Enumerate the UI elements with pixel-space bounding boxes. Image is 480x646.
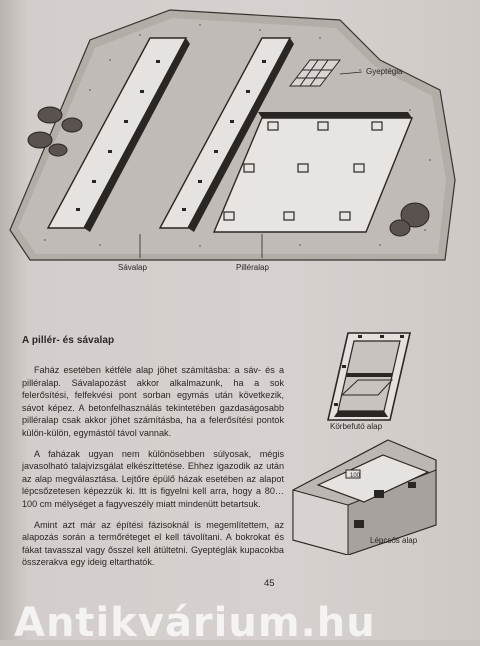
paragraph-2: A faházak ugyan nem különösebben súlyosak, mégis javasolható talajvizsgálat elkészíttetése. Ehhez igazodik az után az alap megválasztása. Lejtőre épülő házak esetében az alapot lépcsőzetesen képezzük ki. Itt is figyelni kell arra, hogy a 80…100 cm mélységet a fagyveszély miatt mindenütt betartsuk. [22,448,284,509]
foundation-illustration [0,0,480,300]
dimension-label: 100 [350,473,361,479]
caption-lepcsos: Lépcsős alap [370,536,418,545]
paragraph-1: Faház esetében kétféle alap jöhet számításba: a sáv- és a pilléralap. Sávalapozást akkor alkalmazunk, ha a sok felerősítési, felfekvési pont sorban egymás után következik, sávot képez. A betonfelhasználás tekintetében gazdaságosabb pilléralap csak akkor jöhet számításba, ha a felerősítési pontok külön-külön, egymástól távol vannak. [22,365,284,438]
caption-savalap: Sávalap [118,263,147,272]
paragraph-3: Amint azt már az építési fázisoknál is megemlítettem, az alapozás során a termőréteget el kell távolítani. A bokrokat és fákat tavasszal vagy ősszel kell átültetni. Gyeptéglák kupacokba összerakva egy ideig eltarthatók. [22,519,284,568]
caption-gyeptegla: Gyeptégla [366,67,403,76]
section-heading: A pillér- és sávalap [22,335,115,346]
body-text [22,364,284,569]
caption-korbefuto: Körbefutó alap [330,422,383,431]
perimeter-foundation-illustration [318,325,413,435]
page-number: 45 [264,578,275,589]
watermark: Antikvárium.hu [14,600,376,646]
caption-pilleralap: Pilléralap [236,263,269,272]
